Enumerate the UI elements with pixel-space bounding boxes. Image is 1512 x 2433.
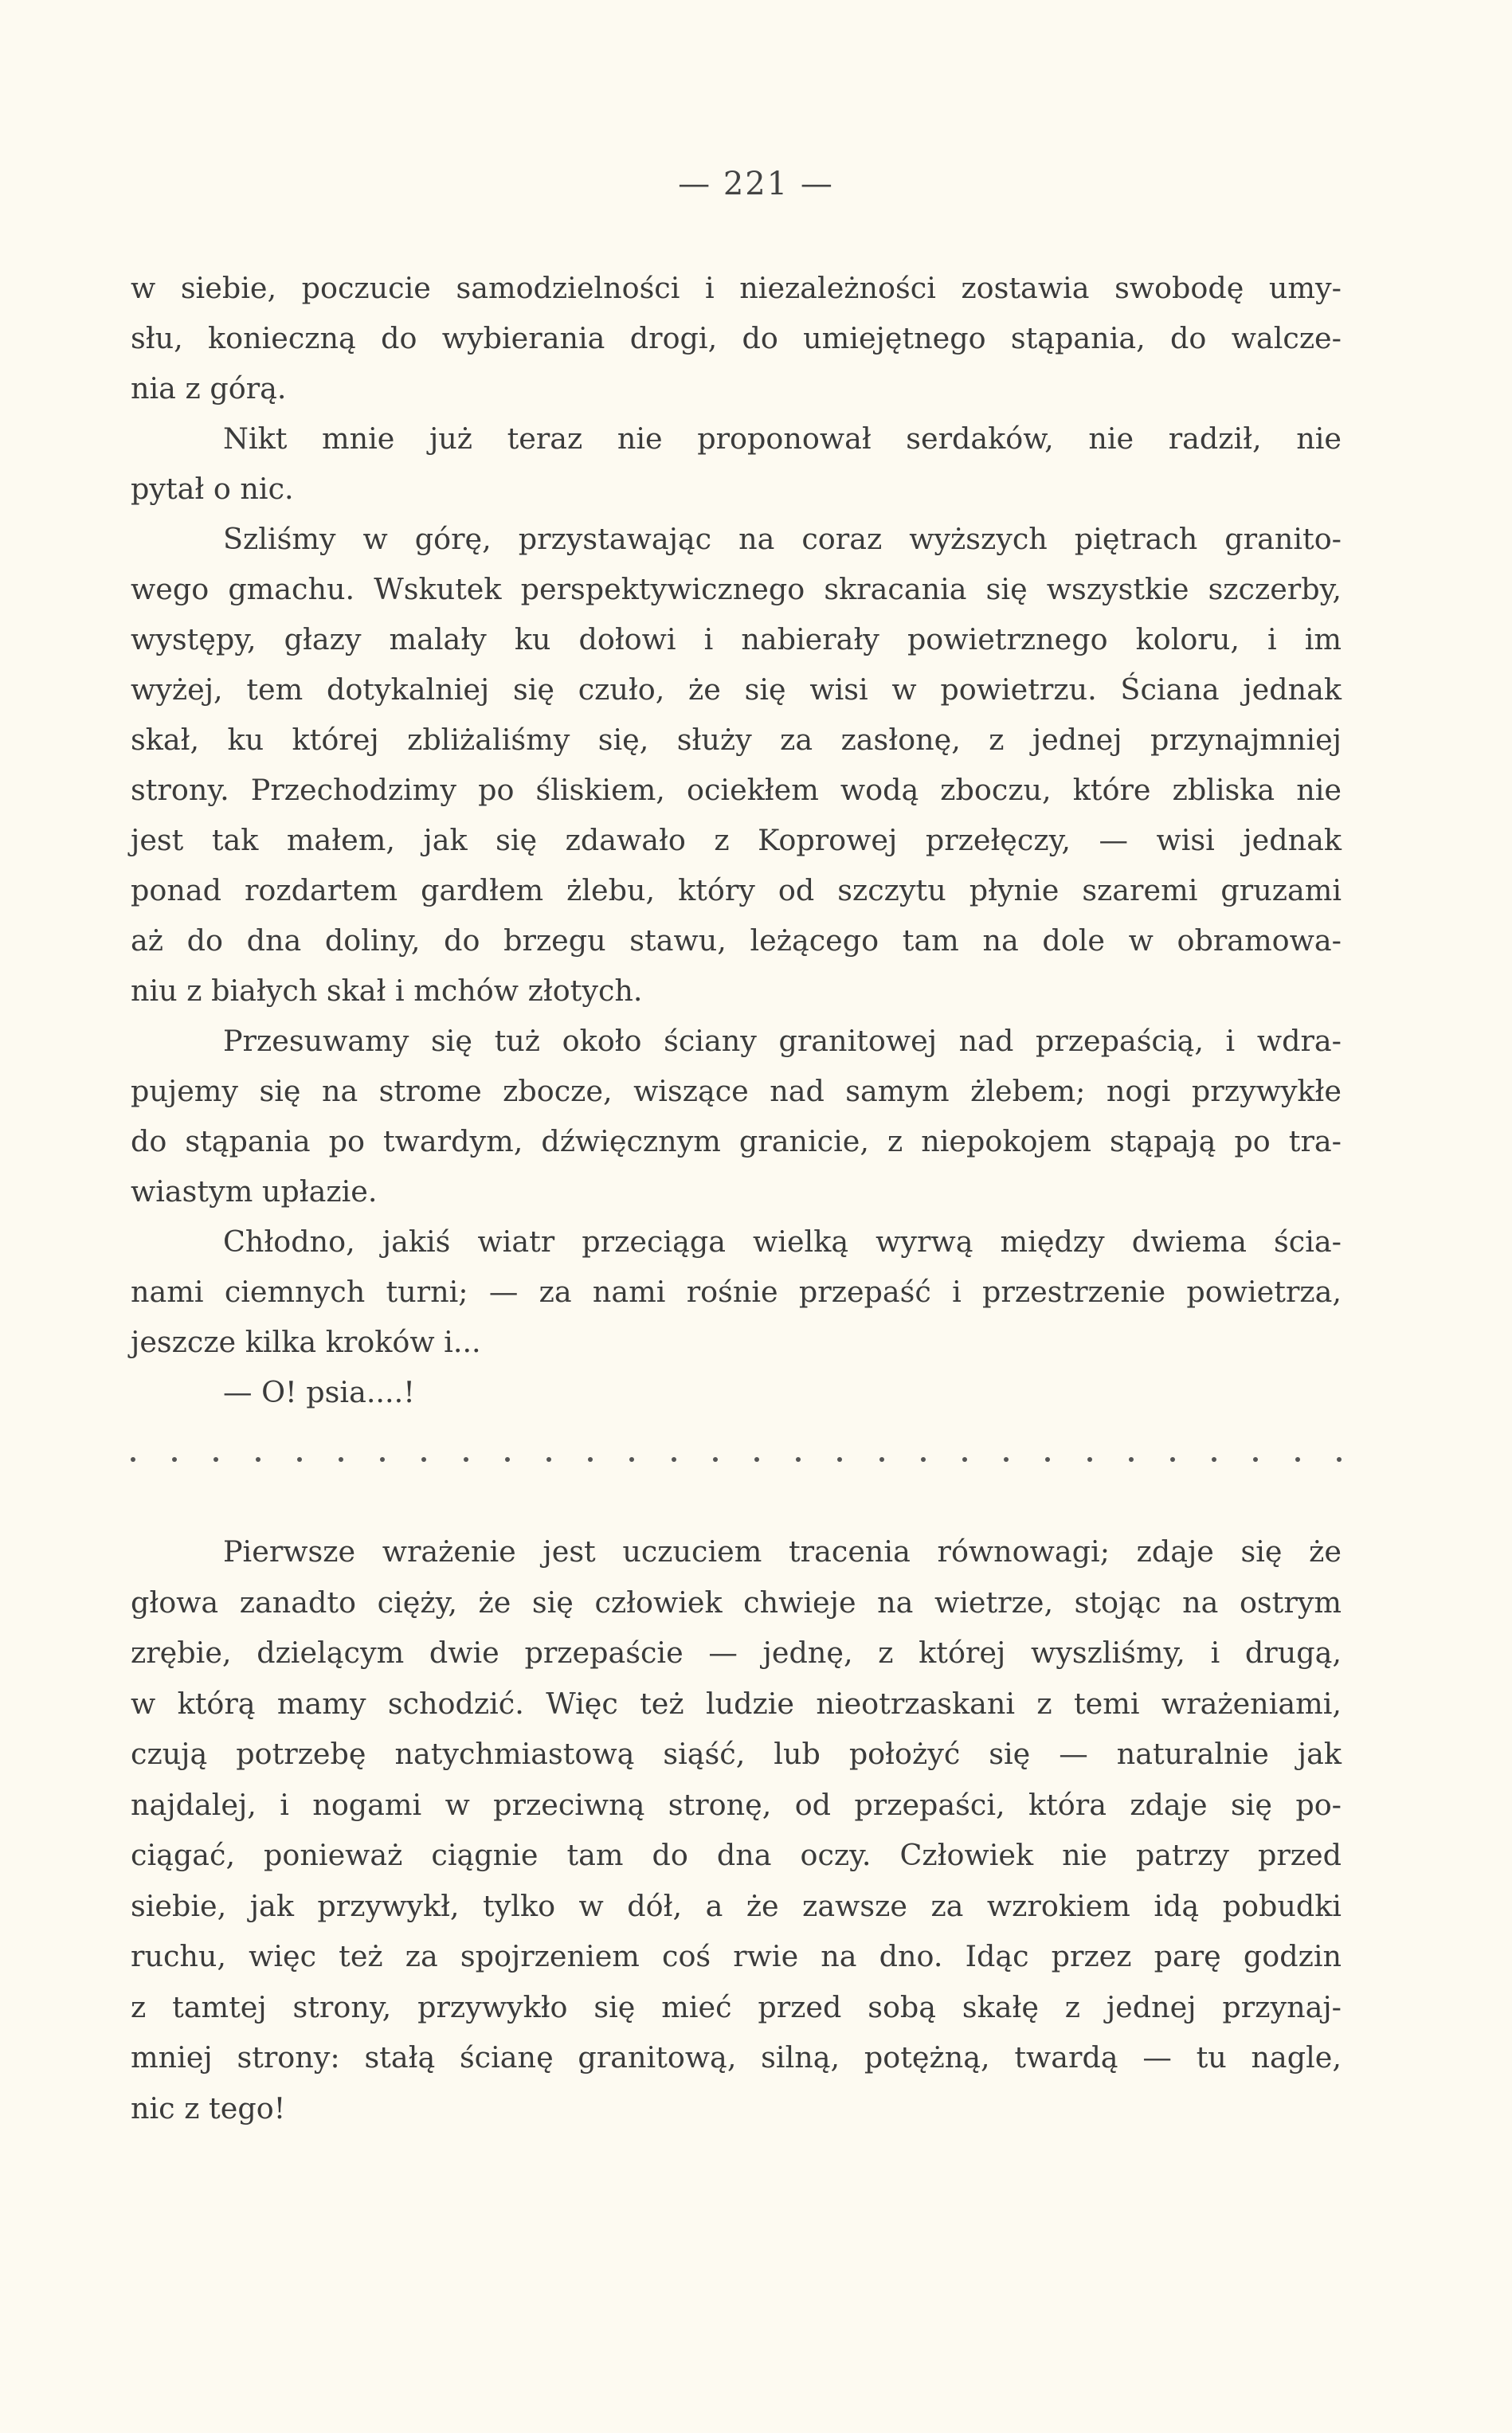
separator-dot xyxy=(380,1457,385,1462)
text-line: niu z białych skał i mchów złotych. xyxy=(131,974,643,1008)
text-line: jeszcze kilka kroków i... xyxy=(131,1325,481,1359)
text-block-bottom xyxy=(131,1526,1342,2133)
separator-dot xyxy=(131,1457,135,1462)
text-line: Przesuwamy się tuż około ściany granitowej nad przepaścią, i wdra- xyxy=(223,1024,1342,1058)
separator-dot xyxy=(588,1457,593,1462)
separator-dot xyxy=(256,1457,260,1462)
separator-dot xyxy=(421,1457,426,1462)
separator-dot xyxy=(1212,1457,1216,1462)
paragraph xyxy=(131,1016,1342,1216)
paragraph xyxy=(131,1526,1342,2133)
text-line: wiastym upłazie. xyxy=(131,1174,378,1209)
text-line: pytał o nic. xyxy=(131,472,294,506)
separator-dot xyxy=(879,1457,884,1462)
paragraph xyxy=(131,514,1342,1016)
page-number: — 221 — xyxy=(678,166,834,202)
section-separator-dots xyxy=(131,1444,1342,1475)
text-line: ruchu, więc też za spojrzeniem coś rwie na dno. Idąc przez parę godzin xyxy=(131,1939,1342,1973)
text-line: nami ciemnych turni; — za nami rośnie przepaść i przestrzenie powietrza, xyxy=(131,1275,1342,1309)
separator-dot xyxy=(297,1457,302,1462)
separator-dot xyxy=(837,1457,842,1462)
text-line: skał, ku której zbliżaliśmy się, służy za zasłonę, z jednej przynajmniej xyxy=(131,723,1342,757)
separator-dot xyxy=(172,1457,177,1462)
separator-dot xyxy=(921,1457,926,1462)
text-line: strony. Przechodzimy po śliskiem, ociekłem wodą zboczu, które zbliska nie xyxy=(131,773,1342,807)
paragraph xyxy=(131,263,1342,413)
paragraph xyxy=(131,413,1342,514)
separator-dot xyxy=(1129,1457,1134,1462)
text-line: mniej strony: stałą ścianę granitową, silną, potężną, twardą — tu nagle, xyxy=(131,2040,1342,2075)
text-line: z tamtej strony, przywykło się mieć przed sobą skałę z jednej przynaj- xyxy=(131,1989,1342,2024)
text-line: zrębie, dzielącym dwie przepaście — jednę, z której wyszliśmy, i drugą, xyxy=(131,1636,1342,1670)
text-line: pujemy się na strome zbocze, wiszące nad samym żlebem; nogi przywykłe xyxy=(131,1074,1342,1108)
separator-dot xyxy=(672,1457,676,1462)
separator-dot xyxy=(464,1457,468,1462)
separator-dot xyxy=(962,1457,967,1462)
separator-dot xyxy=(546,1457,551,1462)
separator-dot xyxy=(796,1457,801,1462)
text-line: Nikt mnie już teraz nie proponował serdaków, nie radził, nie xyxy=(223,421,1342,456)
separator-dot xyxy=(1253,1457,1258,1462)
text-line: Chłodno, jakiś wiatr przeciąga wielką wyrwą między dwiema ścia- xyxy=(223,1224,1342,1259)
text-line: czują potrzebę natychmiastową siąść, lub położyć się — naturalnie jak xyxy=(131,1737,1342,1771)
text-line: ponad rozdartem gardłem żlebu, który od szczytu płynie szaremi gruzami xyxy=(131,873,1342,907)
paragraph xyxy=(131,1367,1342,1417)
paragraph xyxy=(131,1216,1342,1367)
separator-dot xyxy=(754,1457,759,1462)
text-line: wyżej, tem dotykalniej się czuło, że się wisi w powietrzu. Ściana jednak xyxy=(131,672,1342,707)
text-line: jest tak małem, jak się zdawało z Koprowej przełęczy, — wisi jednak xyxy=(131,823,1342,857)
separator-dot xyxy=(1295,1457,1300,1462)
text-line: w którą mamy schodzić. Więc też ludzie nieotrzaskani z temi wrażeniami, xyxy=(131,1686,1342,1721)
text-line: występy, głazy malały ku dołowi i nabierały powietrznego koloru, i im xyxy=(131,622,1342,656)
text-block-top xyxy=(131,263,1342,1417)
text-line: głowa zanadto cięży, że się człowiek chwieje na wietrze, stojąc na ostrym xyxy=(131,1585,1342,1620)
text-line: Pierwsze wrażenie jest uczuciem tracenia równowagi; zdaje się że xyxy=(223,1534,1342,1569)
text-line: aż do dna doliny, do brzegu stawu, leżącego tam na dole w obramowa- xyxy=(131,923,1342,958)
separator-dot xyxy=(629,1457,634,1462)
text-line: słu, konieczną do wybierania drogi, do umiejętnego stąpania, do walcze- xyxy=(131,321,1342,355)
separator-dot xyxy=(1004,1457,1009,1462)
separator-dot xyxy=(1045,1457,1050,1462)
separator-dot xyxy=(505,1457,510,1462)
separator-dot xyxy=(213,1457,218,1462)
text-line: nic z tego! xyxy=(131,2090,286,2125)
text-line: wego gmachu. Wskutek perspektywicznego skracania się wszystkie szczerby, xyxy=(131,572,1342,606)
text-line: siebie, jak przywykł, tylko w dół, a że zawsze za wzrokiem idą pobudki xyxy=(131,1888,1342,1923)
text-line: do stąpania po twardym, dźwięcznym granicie, z niepokojem stąpają po tra- xyxy=(131,1124,1342,1158)
text-line: w siebie, poczucie samodzielności i niezależności zostawia swobodę umy- xyxy=(131,271,1342,305)
separator-dot xyxy=(713,1457,718,1462)
separator-dot xyxy=(339,1457,343,1462)
text-line: Szliśmy w górę, przystawając na coraz wyższych piętrach granito- xyxy=(223,522,1342,556)
text-line: — O! psia....! xyxy=(223,1375,415,1409)
separator-dot xyxy=(1337,1457,1342,1462)
text-line: ciągać, ponieważ ciągnie tam do dna oczy. Człowiek nie patrzy przed xyxy=(131,1838,1342,1872)
text-line: nia z górą. xyxy=(131,371,287,406)
text-line: najdalej, i nogami w przeciwną stronę, od przepaści, która zdaje się po- xyxy=(131,1787,1342,1822)
separator-dot xyxy=(1087,1457,1092,1462)
separator-dot xyxy=(1170,1457,1175,1462)
